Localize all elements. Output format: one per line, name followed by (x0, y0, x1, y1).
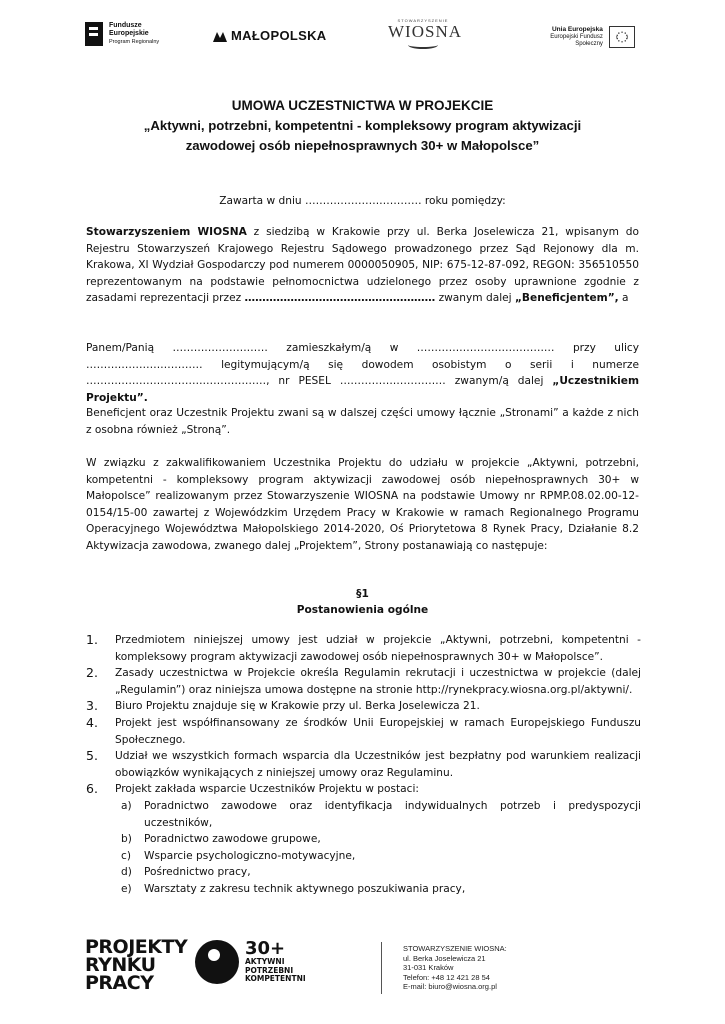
address-phone: Telefon: +48 12 421 28 54 (403, 972, 490, 982)
sub-list-item (115, 831, 641, 848)
aktywni-line2: POTRZEBNI (245, 965, 294, 975)
sub-list-item (115, 864, 641, 881)
fe-line1: Fundusze (109, 22, 142, 29)
item-text: Projekt zakłada wsparcie Uczestników Projektu w postaci: (115, 783, 420, 796)
item-text: Zasady uczestnictwa w Projekcie określa Regulamin rekrutacji i uczestnictwa w projekcie (dalej „Regulamin”) oraz niniejsza umowa dostępne na stronie http://rynekpracy.wiosna.org.pl/aktywni/. (115, 667, 641, 696)
title-line2: „Aktywni, potrzebni, kompetentni - kompleksowy program aktywizacji (143, 118, 582, 133)
fe-line2: Europejskie (109, 30, 149, 37)
item-text: Projekt jest współfinansowany ze środków Unii Europejskiej w ramach Europejskiego Funduszu Społecznego. (115, 716, 641, 746)
item-number: 6. (86, 781, 98, 797)
item-number: 4. (86, 714, 98, 730)
section-number: §1 (356, 588, 369, 600)
list-item (86, 781, 641, 897)
aktywni-line3: KOMPETENTNI (245, 974, 306, 984)
uczestnik-term: „Uczestnikiem Projektu”. (86, 375, 639, 404)
item-number: 5. (86, 748, 98, 764)
unia-europejska-logo (537, 26, 635, 48)
eu-flag-icon (609, 26, 635, 48)
footer-divider (381, 942, 382, 994)
aktywni-line1: AKTYWNI (245, 957, 285, 967)
preamble-paragraph: W związku z zakwalifikowaniem Uczestnika Projektu do udziału w projekcie „Aktywni, potrzebni, kompetentni - kompleksowy program aktywizacji zawodowej osób niepełnosprawnych 30+ w Małopolsce” realizowanym przez Stowarzyszenie WIOSNA na podstawie Umowy nr RPMP.08.02.00-12-0154/15-00 zawartej z Wojewódzkim Urzędem Pracy w Krakowie w ramach Regionalnego Programu Operacyjnego Województwa Małopolskiego 2014-2020, Oś Priorytetowa 8 Rynek Pracy, Działanie 8.2 Aktywizacja zawodowa, zwanego dalej „Projektem”, Strony postanawiają co następuje: (86, 457, 639, 552)
beneficjent-term: „Beneficjentem”, (514, 292, 619, 304)
projekty-rynku-pracy-logo (85, 938, 187, 992)
support-forms-list (115, 798, 641, 898)
sub-item-text: Poradnictwo zawodowe grupowe, (144, 833, 321, 846)
sub-item-letter: a) (121, 799, 132, 812)
ue-line1: Unia Europejska (551, 26, 603, 33)
fe-line3: Program Regionalny (109, 39, 160, 45)
address-org: STOWARZYSZENIE WIOSNA: (403, 944, 507, 953)
malopolska-text: MAŁOPOLSKA (231, 28, 327, 43)
participant-details: Panem/Panią ……………………… zamieszkałym/ą w ………………………………… przy ulicy …………………………… legitymującym/ą się dowodem osobistym o serii i numerze ……………………………………………, nr PESEL ………………………… zwanym/ą dalej (86, 342, 639, 387)
list-item (86, 665, 641, 698)
item-number: 2. (86, 665, 98, 681)
footer (85, 938, 645, 998)
aktywni-logo (195, 940, 306, 984)
contract-title (60, 96, 665, 156)
aktywni-figure-icon (195, 940, 239, 984)
item-text: Biuro Projektu znajduje się w Krakowie przy ul. Berka Joselewicza 21. (115, 700, 480, 713)
item-number: 3. (86, 698, 98, 714)
footer-address (403, 944, 507, 992)
prp-line3: PRACY (85, 972, 154, 994)
sub-item-letter: c) (121, 849, 131, 862)
parties-paragraph-beneficiary (86, 224, 639, 307)
ue-line2: Europejski Fundusz Społeczny (550, 34, 603, 47)
wiosna-logo (388, 18, 462, 49)
fe-mark-icon (85, 22, 103, 46)
sub-item-letter: b) (121, 833, 132, 846)
list-item (86, 632, 641, 665)
sub-list-item (115, 848, 641, 865)
item-number: 1. (86, 632, 98, 647)
wiosna-big-text: WIOSNA (388, 22, 462, 41)
sub-item-text: Wsparcie psychologiczno-motywacyjne, (144, 849, 356, 862)
wiosna-small-text: STOWARZYSZENIE (397, 18, 449, 23)
aktywni-30plus: 30+ (245, 938, 286, 960)
malopolska-logo (213, 28, 326, 43)
sub-item-letter: d) (121, 866, 132, 879)
beneficiary-zwanym: zwanym dalej (435, 292, 515, 304)
malopolska-mountains-icon (213, 30, 227, 42)
item-text: Udział we wszystkich formach wsparcia dla Uczestników jest bezpłatny pod warunkiem realizacji obowiązków wynikających z niniejszej umowy oraz Regulaminu. (115, 750, 641, 779)
address-street: ul. Berka Joselewicza 21 (403, 953, 486, 963)
list-item (86, 698, 641, 715)
sub-item-text: Poradnictwo zawodowe oraz identyfikacja indywidualnych potrzeb i predyspozycji uczestników, (144, 799, 641, 829)
beneficiary-end: a (618, 292, 629, 304)
address-email: E-mail: biuro@wiosna.org.pl (403, 982, 497, 992)
sub-item-text: Pośrednictwo pracy, (144, 866, 251, 879)
list-item (86, 715, 641, 748)
zawarta-line: Zawarta w dniu …………………………… roku pomiędzy: (219, 195, 506, 207)
representative-dots: ……………………………………………… (244, 292, 436, 304)
wiosna-swoosh-icon (408, 41, 438, 49)
sub-item-text: Warsztaty z zakresu technik aktywnego poszukiwania pracy, (144, 882, 466, 895)
prp-line1: PROJEKTY (85, 936, 188, 958)
sub-item-letter: e) (121, 882, 132, 895)
title-line3: zawodowej osób niepełnosprawnych 30+ w Małopolsce” (185, 138, 540, 153)
section1-list (86, 632, 641, 898)
beneficiary-name: Stowarzyszeniem WIOSNA (86, 226, 247, 238)
address-city: 31-031 Kraków (403, 963, 454, 973)
section-title: Postanowienia ogólne (296, 604, 429, 616)
prp-line2: RYNKU (85, 954, 156, 976)
fundusze-europejskie-logo (85, 22, 159, 46)
parties-paragraph-participant (86, 340, 639, 406)
strony-paragraph: Beneficjent oraz Uczestnik Projektu zwani są w dalszej części umowy łącznie „Stronami” a każde z nich z osobna również „Stroną”. (86, 407, 639, 436)
item-text: Przedmiotem niniejszej umowy jest udział w projekcie „Aktywni, potrzebni, kompetentni - kompleksowy program aktywizacji zawodowej osób niepełnosprawnych 30+ w Małopolsce”. (115, 634, 641, 663)
sub-list-item (115, 798, 641, 831)
header-logos (85, 18, 635, 58)
list-item (86, 748, 641, 781)
beneficiary-details: z siedzibą w Krakowie przy ul. Berka Joselewicza 21, wpisanym do Rejestru Stowarzyszeń Krajowego Rejestru Sądowego prowadzonego przez Sąd Rejonowy dla m. Krakowa, XI Wydział Gospodarczy pod numerem 0000050905, NIP: 675-12-87-092, REGON: 356510550 reprezentowanym na podstawie pełnomocnictwa udzielonego przez osoby uprawnione zgodnie z zasadami reprezentacji przez (86, 226, 639, 304)
title-line1: UMOWA UCZESTNICTWA W PROJEKCIE (231, 98, 494, 113)
sub-list-item (115, 881, 641, 898)
